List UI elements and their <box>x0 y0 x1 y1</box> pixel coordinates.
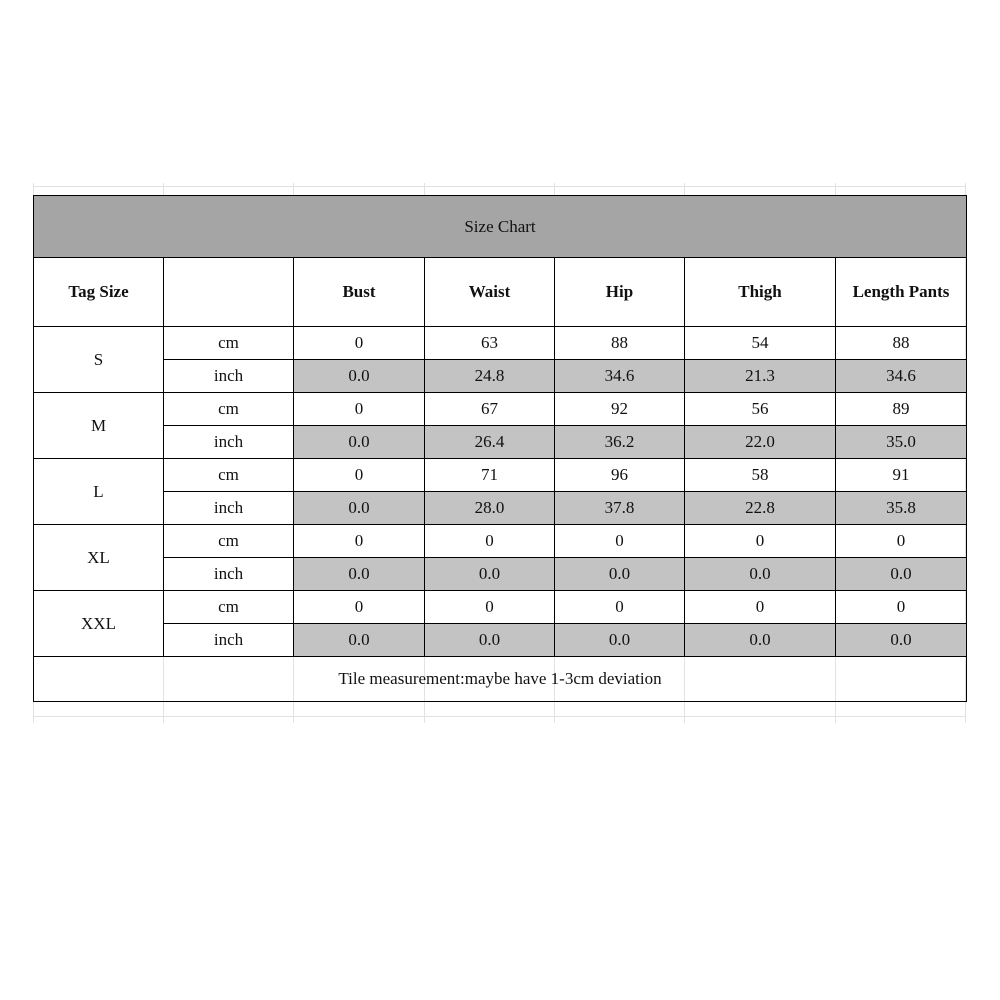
bust-value: 0.0 <box>294 360 425 393</box>
length-pants-value: 0 <box>836 525 967 558</box>
bust-value: 0.0 <box>294 558 425 591</box>
hip-value: 88 <box>555 327 685 360</box>
table-row <box>34 459 967 492</box>
waist-value: 0 <box>425 591 555 624</box>
bust-value: 0 <box>294 525 425 558</box>
waist-value: 26.4 <box>425 426 555 459</box>
unit-label: cm <box>164 327 294 360</box>
unit-label: inch <box>164 360 294 393</box>
thigh-value: 54 <box>685 327 836 360</box>
size-label: S <box>34 327 164 393</box>
hip-value: 92 <box>555 393 685 426</box>
bust-value: 0 <box>294 459 425 492</box>
unit-label: inch <box>164 426 294 459</box>
unit-label: cm <box>164 459 294 492</box>
header-thigh: Thigh <box>685 258 836 327</box>
hip-value: 0 <box>555 525 685 558</box>
table-row <box>34 492 967 525</box>
waist-value: 24.8 <box>425 360 555 393</box>
unit-label: inch <box>164 492 294 525</box>
thigh-value: 0 <box>685 591 836 624</box>
length-pants-value: 35.8 <box>836 492 967 525</box>
length-pants-value: 34.6 <box>836 360 967 393</box>
bust-value: 0.0 <box>294 426 425 459</box>
table-row <box>34 327 967 360</box>
gridline <box>33 716 966 717</box>
header-tag-size: Tag Size <box>34 258 164 327</box>
thigh-value: 0 <box>685 525 836 558</box>
bust-value: 0 <box>294 327 425 360</box>
header-bust: Bust <box>294 258 425 327</box>
table-row <box>34 426 967 459</box>
size-label: XL <box>34 525 164 591</box>
hip-value: 37.8 <box>555 492 685 525</box>
bust-value: 0.0 <box>294 492 425 525</box>
table-row <box>34 591 967 624</box>
waist-value: 71 <box>425 459 555 492</box>
header-waist: Waist <box>425 258 555 327</box>
length-pants-value: 0.0 <box>836 558 967 591</box>
size-label: M <box>34 393 164 459</box>
unit-label: inch <box>164 558 294 591</box>
unit-label: cm <box>164 393 294 426</box>
hip-value: 0 <box>555 591 685 624</box>
waist-value: 28.0 <box>425 492 555 525</box>
hip-value: 34.6 <box>555 360 685 393</box>
length-pants-value: 91 <box>836 459 967 492</box>
thigh-value: 58 <box>685 459 836 492</box>
length-pants-value: 88 <box>836 327 967 360</box>
thigh-value: 0.0 <box>685 624 836 657</box>
hip-value: 0.0 <box>555 558 685 591</box>
waist-value: 0.0 <box>425 558 555 591</box>
bust-value: 0 <box>294 393 425 426</box>
table-row <box>34 624 967 657</box>
footer-note: Tile measurement:maybe have 1-3cm deviation <box>34 657 967 702</box>
thigh-value: 21.3 <box>685 360 836 393</box>
unit-label: inch <box>164 624 294 657</box>
length-pants-value: 0.0 <box>836 624 967 657</box>
table-row <box>34 393 967 426</box>
header-row <box>34 258 967 327</box>
thigh-value: 56 <box>685 393 836 426</box>
size-label: XXL <box>34 591 164 657</box>
table-row <box>34 360 967 393</box>
hip-value: 0.0 <box>555 624 685 657</box>
length-pants-value: 0 <box>836 591 967 624</box>
thigh-value: 22.0 <box>685 426 836 459</box>
hip-value: 96 <box>555 459 685 492</box>
table-row <box>34 525 967 558</box>
thigh-value: 22.8 <box>685 492 836 525</box>
chart-title: Size Chart <box>34 196 967 258</box>
bust-value: 0 <box>294 591 425 624</box>
waist-value: 67 <box>425 393 555 426</box>
unit-label: cm <box>164 525 294 558</box>
thigh-value: 0.0 <box>685 558 836 591</box>
size-chart-table <box>33 195 967 702</box>
waist-value: 0.0 <box>425 624 555 657</box>
header-hip: Hip <box>555 258 685 327</box>
table-row <box>34 558 967 591</box>
gridline <box>33 186 966 187</box>
header-unit <box>164 258 294 327</box>
bust-value: 0.0 <box>294 624 425 657</box>
hip-value: 36.2 <box>555 426 685 459</box>
length-pants-value: 35.0 <box>836 426 967 459</box>
waist-value: 0 <box>425 525 555 558</box>
unit-label: cm <box>164 591 294 624</box>
header-length-pants: Length Pants <box>836 258 967 327</box>
size-label: L <box>34 459 164 525</box>
length-pants-value: 89 <box>836 393 967 426</box>
waist-value: 63 <box>425 327 555 360</box>
